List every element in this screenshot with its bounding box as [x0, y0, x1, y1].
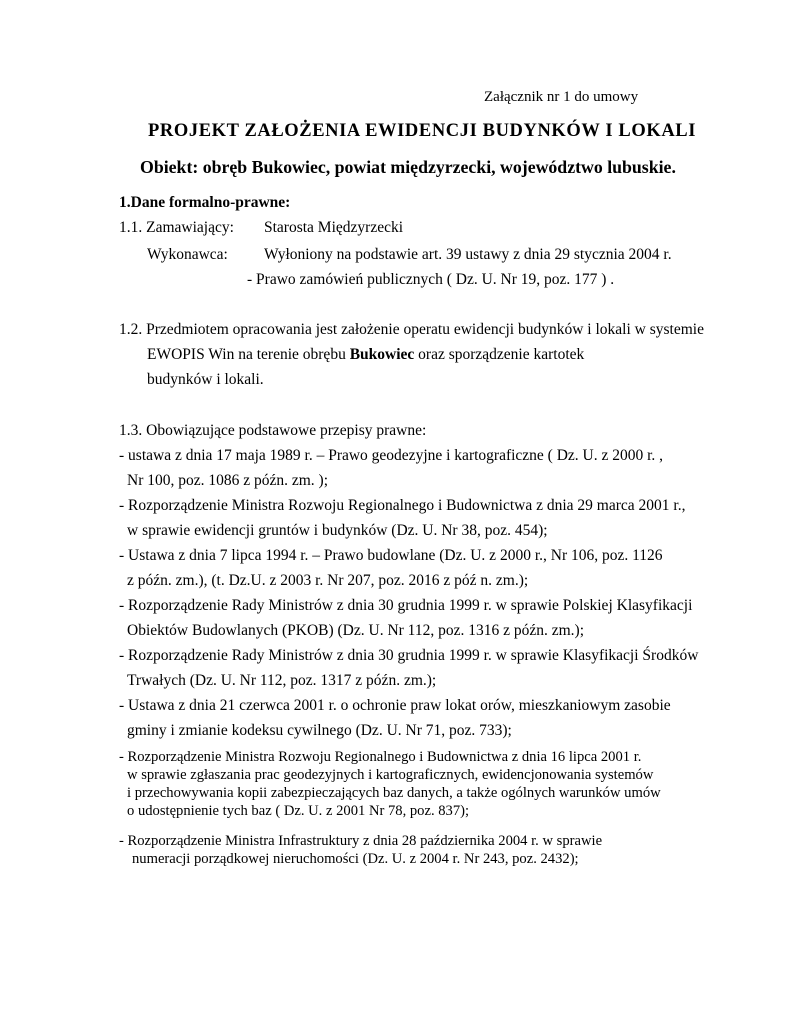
- document-subtitle: Obiekt: obręb Bukowiec, powiat międzyrzecki, województwo lubuskie.: [140, 157, 676, 177]
- item-1-2-line-2-end: oraz sporządzenie kartotek: [414, 346, 585, 363]
- item-1-2-line-2-start: EWOPIS Win na terenie obrębu: [147, 346, 350, 363]
- law-line: - Rozporządzenie Rady Ministrów z dnia 30 grudnia 1999 r. w sprawie Klasyfikacji Środków: [119, 647, 699, 664]
- law-line: - Rozporządzenie Rady Ministrów z dnia 30 grudnia 1999 r. w sprawie Polskiej Klasyfikacji: [119, 597, 693, 614]
- document-title: PROJEKT ZAŁOŻENIA EWIDENCJI BUDYNKÓW I LOKALI: [148, 121, 697, 141]
- item-1-2-line-2: [147, 345, 584, 365]
- law-line: w sprawie ewidencji gruntów i budynków (Dz. U. Nr 38, poz. 454);: [127, 522, 548, 539]
- client-name: Starosta Międzyrzecki: [264, 219, 404, 236]
- attachment-note: Załącznik nr 1 do umowy: [484, 89, 639, 105]
- contractor-label: Wykonawca:: [147, 246, 228, 263]
- item-1-3-heading: 1.3. Obowiązujące podstawowe przepisy prawne:: [119, 422, 427, 439]
- law-line: - Rozporządzenie Ministra Rozwoju Regionalnego i Budownictwa z dnia 29 marca 2001 r.,: [119, 497, 686, 514]
- law-line: - Rozporządzenie Ministra Infrastruktury z dnia 28 października 2004 r. w sprawie: [119, 833, 603, 849]
- contractor-line-1: Wyłoniony na podstawie art. 39 ustawy z dnia 29 stycznia 2004 r.: [264, 246, 672, 263]
- law-line: Nr 100, poz. 1086 z późn. zm. );: [127, 472, 329, 489]
- law-line: o udostępnienie tych baz ( Dz. U. z 2001 Nr 78, poz. 837);: [127, 803, 470, 819]
- law-line: Obiektów Budowlanych (PKOB) (Dz. U. Nr 112, poz. 1316 z późn. zm.);: [127, 622, 585, 639]
- law-line: numeracji porządkowej nieruchomości (Dz. U. z 2004 r. Nr 243, poz. 2432);: [132, 851, 579, 867]
- contractor-line-2: - Prawo zamówień publicznych ( Dz. U. Nr 19, poz. 177 ) .: [247, 271, 615, 288]
- law-line: Trwałych (Dz. U. Nr 112, poz. 1317 z późn. zm.);: [127, 672, 437, 689]
- item-1-2-bold-place: Bukowiec: [349, 346, 415, 363]
- section-1-heading: 1.Dane formalno-prawne:: [119, 194, 291, 211]
- law-line: z późn. zm.), (t. Dz.U. z 2003 r. Nr 207, poz. 2016 z póź n. zm.);: [127, 572, 529, 589]
- item-1-2-line-3: budynków i lokali.: [147, 371, 264, 388]
- item-1-2-line-1: 1.2. Przedmiotem opracowania jest założenie operatu ewidencji budynków i lokali w systemie: [119, 321, 704, 338]
- law-line: - Ustawa z dnia 21 czerwca 2001 r. o ochronie praw lokat orów, mieszkaniowym zasobie: [119, 697, 671, 714]
- law-line: - Ustawa z dnia 7 lipca 1994 r. – Prawo budowlane (Dz. U. z 2000 r., Nr 106, poz. 1126: [119, 547, 663, 564]
- item-1-1-label: 1.1. Zamawiający:: [119, 219, 234, 236]
- law-line: i przechowywania kopii zabezpieczających baz danych, a także ogólnych warunków umów: [127, 785, 661, 801]
- law-line: - ustawa z dnia 17 maja 1989 r. – Prawo geodezyjne i kartograficzne ( Dz. U. z 2000 r. ,: [119, 447, 664, 464]
- law-line: w sprawie zgłaszania prac geodezyjnych i kartograficznych, ewidencjonowania systemów: [127, 767, 654, 783]
- law-line: gminy i zmianie kodeksu cywilnego (Dz. U. Nr 71, poz. 733);: [127, 722, 512, 739]
- law-line: - Rozporządzenie Ministra Rozwoju Regionalnego i Budownictwa z dnia 16 lipca 2001 r.: [119, 749, 642, 765]
